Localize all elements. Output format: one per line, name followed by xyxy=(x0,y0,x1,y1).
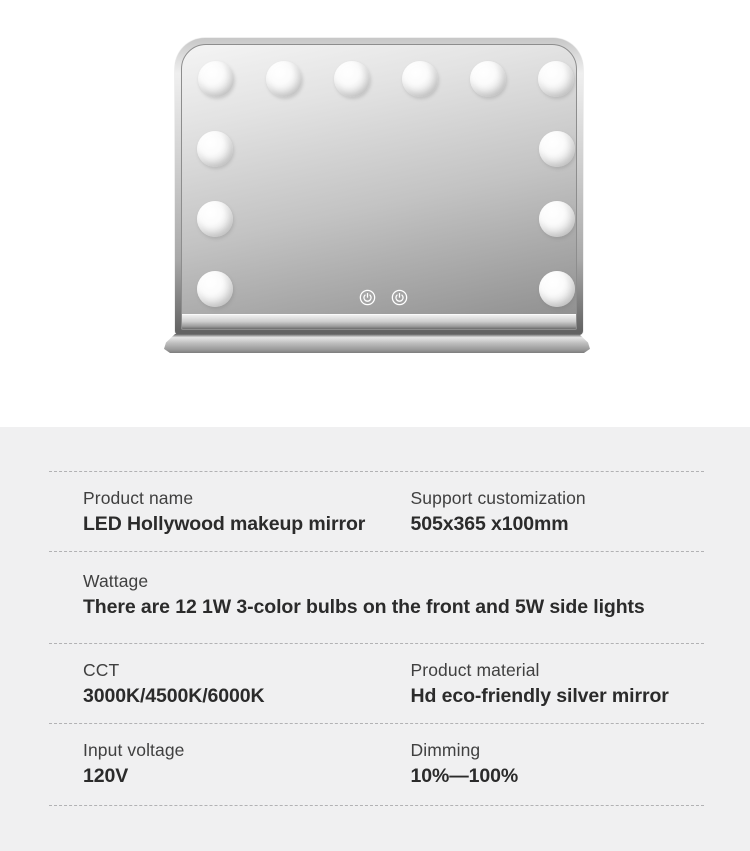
light-bulb xyxy=(470,61,506,97)
spec-value: 505x365 x100mm xyxy=(410,513,569,535)
mirror-shelf xyxy=(182,314,576,329)
touch-controls xyxy=(359,289,408,306)
light-bulb xyxy=(197,201,233,237)
light-bulb xyxy=(539,201,575,237)
spec-row xyxy=(49,471,704,551)
spec-value: LED Hollywood makeup mirror xyxy=(83,513,366,535)
spec-sheet-section xyxy=(0,427,750,851)
light-bulb xyxy=(334,61,370,97)
spec-label: Dimming xyxy=(410,740,481,760)
light-bulb xyxy=(198,61,234,97)
spec-cell-support-customization xyxy=(377,472,705,551)
spec-label: Wattage xyxy=(83,571,149,591)
spec-label: Support customization xyxy=(410,488,586,508)
spec-table xyxy=(49,471,704,806)
light-bulb xyxy=(539,271,575,307)
spec-cell-input-voltage xyxy=(49,724,377,805)
mirror-base-stand xyxy=(164,334,590,353)
spec-cell-cct xyxy=(49,644,377,723)
spec-cell-product-material xyxy=(377,644,705,723)
spec-cell-dimming xyxy=(377,724,705,805)
spec-row xyxy=(49,723,704,805)
spec-value: 10%—100% xyxy=(410,765,519,787)
light-bulb xyxy=(266,61,302,97)
light-bulb xyxy=(538,61,574,97)
mirror-surface xyxy=(181,44,577,330)
power-icon xyxy=(391,289,408,306)
spec-label: CCT xyxy=(83,660,120,680)
light-bulb xyxy=(197,131,233,167)
spec-cell-product-name xyxy=(49,472,377,551)
spec-value: 120V xyxy=(83,765,129,787)
light-bulb xyxy=(402,61,438,97)
spec-label: Product name xyxy=(83,488,194,508)
spec-row xyxy=(49,551,704,643)
power-icon xyxy=(359,289,376,306)
spec-row xyxy=(49,643,704,723)
spec-value: There are 12 1W 3-color bulbs on the front and 5W side lights xyxy=(83,596,645,618)
mirror-frame xyxy=(175,38,583,335)
spec-label: Input voltage xyxy=(83,740,185,760)
spec-value: Hd eco-friendly silver mirror xyxy=(410,685,669,707)
spec-cell-wattage xyxy=(49,552,704,643)
light-bulb xyxy=(197,271,233,307)
spec-label: Product material xyxy=(410,660,540,680)
spec-value: 3000K/4500K/6000K xyxy=(83,685,265,707)
light-bulb xyxy=(539,131,575,167)
